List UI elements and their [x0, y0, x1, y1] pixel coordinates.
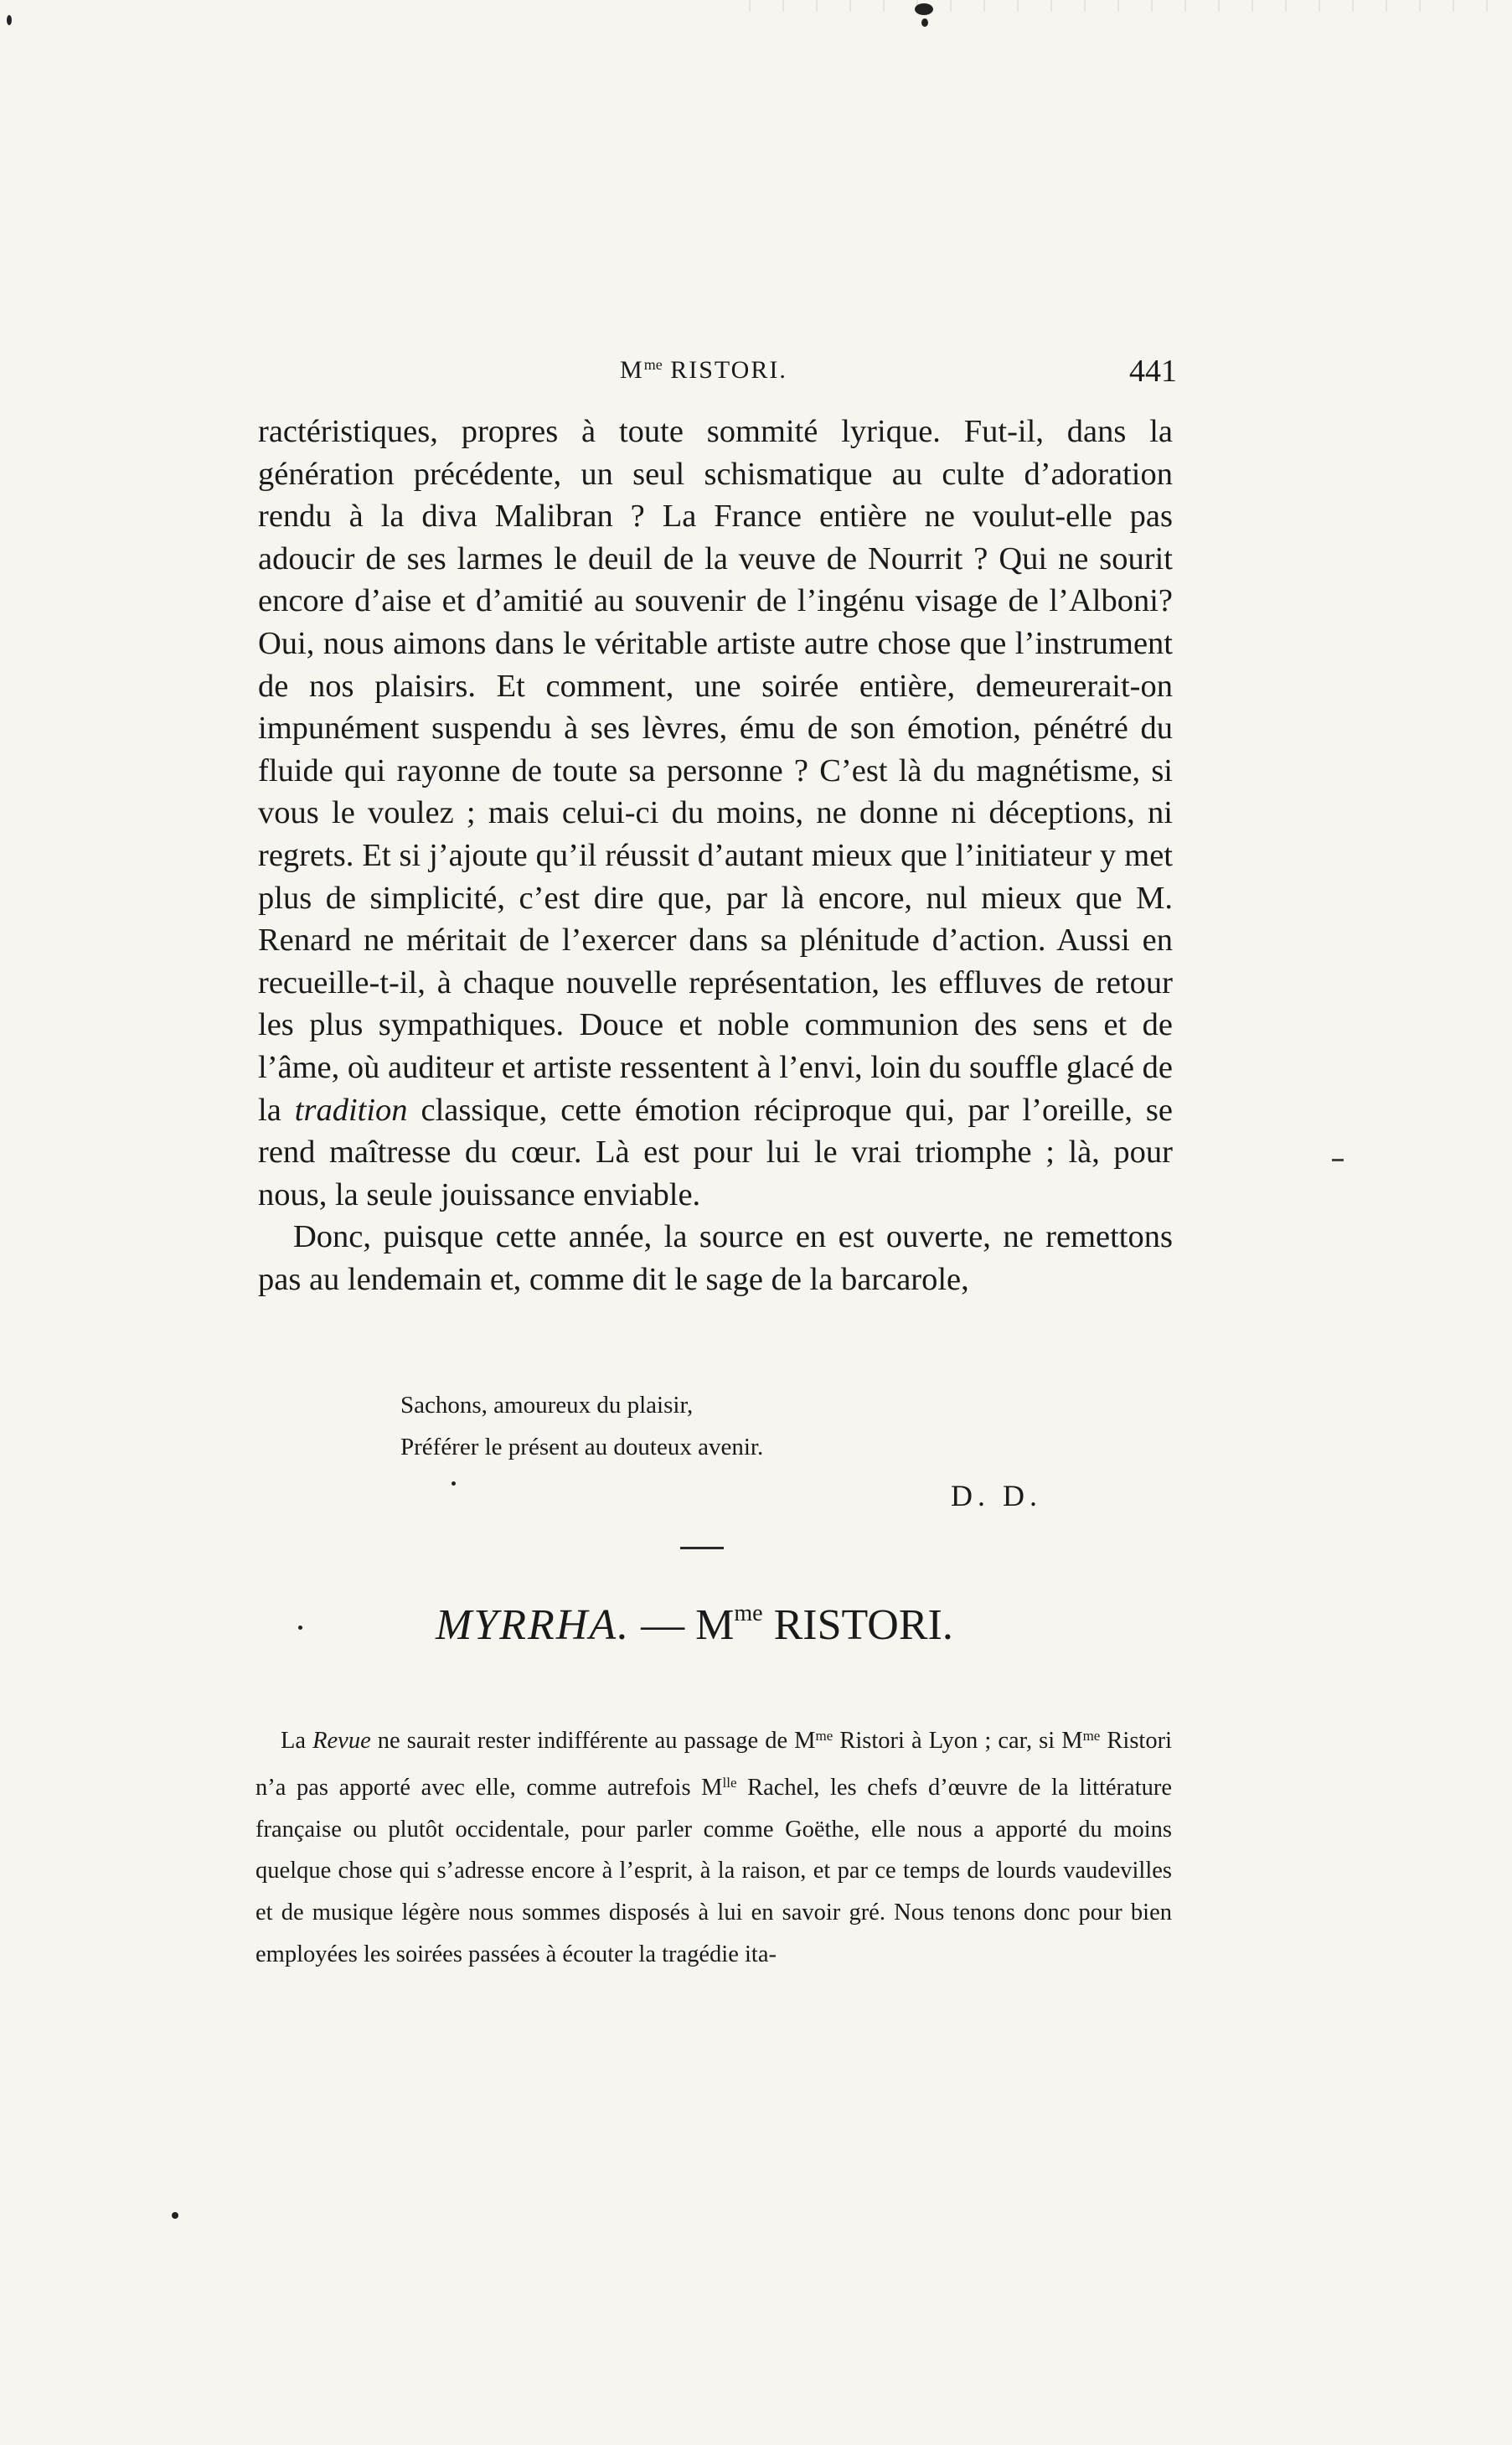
- scan-noise: [737, 0, 1508, 12]
- running-title: $M^{me}$ RISTORI.: [620, 356, 787, 384]
- paragraph: ractéristiques, propres à toute sommité lyrique. Fut-il, dans la génération précédente, un seul schismatique au culte d’adoration rendu à la diva Malibran ? La France entière ne voulut-elle pas adoucir de ses larmes le deuil de la veuve de Nourrit ? Qui ne sourit encore d’aise et d’amitié au souvenir de l’ingénu visage de l’Alboni? Oui, nous aimons dans le véritable artiste autre chose que l’instrument de nos plaisirs. Et comment, une soirée entière, demeurerait-on impunément suspendu à ses lèvres, ému de son émotion, pénétré du fluide qui rayonne de toute sa personne ? C’est là du magnétisme, si vous le voulez ; mais celui-ci du moins, ne donne ni déceptions, ni regrets. Et si j’ajoute qu’il réussit d’autant mieux que l’initiateur y met plus de simplicité, c’est dire que, par là encore, nul mieux que M. Renard ne méritait de l’exercer dans sa plénitude d’action. Aussi en recueille-t-il, à chaque nouvelle représentation, les effluves de retour les plus sympathiques. Douce et noble communion des sens et de l’âme, où auditeur et artiste ressentent à l’envi, loin du souffle glacé de la tradition classique, cette émotion réciproque qui, par l’oreille, se rend maîtresse du cœur. Là est pour lui le vrai triomphe ; là, pour nous, la seule jouissance enviable.: [258, 414, 1173, 1212]
- running-head: [255, 356, 1177, 400]
- verse-line: Sachons, amoureux du plaisir,: [400, 1392, 694, 1419]
- scan-speck: [172, 2212, 178, 2219]
- scan-mark: [1332, 1159, 1344, 1161]
- section-divider: [680, 1547, 724, 1549]
- article-title: MYRRHA. — $M^{me}$ RISTORI.: [436, 1600, 953, 1649]
- paragraph: La Revue ne saurait rester indifférente au passage de $M^{me}$ Ristori à Lyon ; car, si $M^{me}$ Ristori n’a pas apporté avec elle, comme autrefois $M^{lle}$ Rachel, les chefs d’œuvre de la littérature française ou plutôt occidentale, pour parler comme Goëthe, elle nous a apporté du moins quelque chose qui s’adresse encore à l’esprit, à la raison, et par ce temps de lourds vaudevilles et de musique légère nous sommes disposés à lui en savoir gré. Nous tenons donc pour bien employées les soirées passées à écouter la tragédie ita-: [255, 1728, 1173, 1967]
- scan-speck: [921, 18, 928, 27]
- article-text: [255, 1715, 1172, 1976]
- scan-speck: [915, 3, 933, 15]
- page-number: 441: [1129, 354, 1177, 389]
- verse-line: Préférer le présent au douteux avenir.: [400, 1434, 764, 1460]
- paragraph: Donc, puisque cette année, la source en est ouverte, ne remettons pas au lendemain et, comme dit le sage de la barcarole,: [258, 1219, 1173, 1297]
- scan-speck: [298, 1626, 302, 1630]
- scan-speck: [7, 15, 12, 25]
- scan-speck: [452, 1481, 456, 1486]
- body-text: [258, 411, 1173, 1300]
- verse-quote: [400, 1384, 763, 1468]
- author-signature: D. D.: [951, 1479, 1042, 1512]
